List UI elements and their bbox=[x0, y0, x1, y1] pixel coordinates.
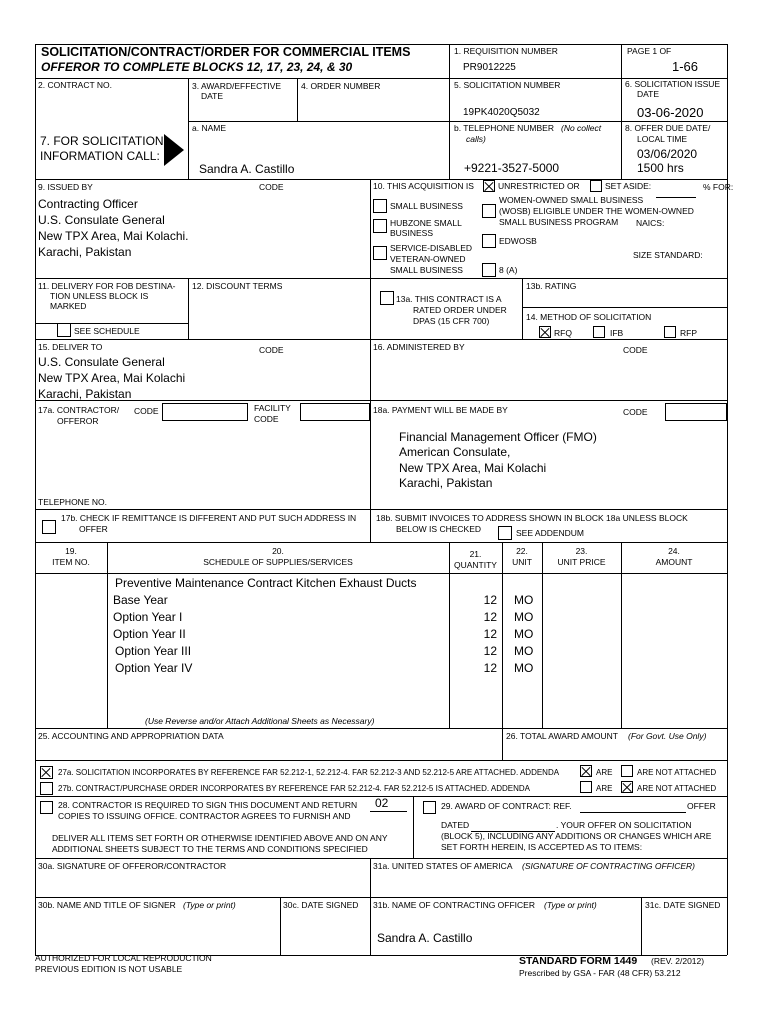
payment-label: 18a. PAYMENT WILL BE MADE BY bbox=[373, 405, 508, 415]
unrestricted-checkbox[interactable] bbox=[483, 180, 495, 192]
discount-terms-label: 12. DISCOUNT TERMS bbox=[192, 281, 283, 291]
page-value[interactable]: 1-66 bbox=[672, 59, 699, 74]
col-unit-price: UNIT PRICE bbox=[557, 557, 606, 567]
contracting-officer-value[interactable]: Sandra A. Castillo bbox=[377, 931, 473, 945]
naics-label: NAICS: bbox=[636, 218, 665, 228]
27a-checkbox[interactable] bbox=[40, 766, 53, 779]
payment-line[interactable]: Financial Management Officer (FMO) bbox=[399, 430, 597, 444]
block-13a-label: 13a. THIS CONTRACT IS A bbox=[396, 294, 502, 304]
block-11-label: 11. DELIVERY FOR FOB DESTINA- bbox=[38, 281, 176, 291]
facility-code-field[interactable] bbox=[300, 403, 370, 421]
rated-order-checkbox[interactable] bbox=[380, 291, 394, 305]
hubzone-checkbox[interactable] bbox=[373, 219, 387, 233]
info-call-label: 7. FOR SOLICITATION bbox=[40, 134, 164, 148]
schedule-heading: Preventive Maintenance Contract Kitchen Exhaust Ducts bbox=[115, 576, 417, 590]
col-unit: UNIT bbox=[512, 557, 532, 567]
contracting-officer-label: 31b. NAME OF CONTRACTING OFFICER bbox=[373, 900, 535, 910]
size-standard-label: SIZE STANDARD: bbox=[633, 250, 703, 260]
contract-no-label: 2. CONTRACT NO. bbox=[38, 80, 112, 90]
border-left bbox=[35, 44, 36, 955]
block-27a-label: 27a. SOLICITATION INCORPORATES BY REFERENCE FAR 52.212-1, 52.212-4. FAR 52.212-3 AND 52.212-5 ARE ATTACHED. ADDENDA bbox=[58, 768, 560, 777]
deliver-to-label: 15. DELIVER TO bbox=[38, 342, 103, 352]
block-17b-label: 17b. CHECK IF REMITTANCE IS DIFFERENT AND PUT SUCH ADDRESS IN bbox=[61, 513, 357, 523]
arrow-right-icon bbox=[164, 134, 184, 166]
offer-due-label: 8. OFFER DUE DATE/ bbox=[625, 123, 711, 133]
rfq-checkbox[interactable] bbox=[539, 326, 551, 338]
issued-by-line[interactable]: Contracting Officer bbox=[38, 197, 138, 211]
27b-not-attached-checkbox[interactable] bbox=[621, 781, 633, 793]
small-business-checkbox[interactable] bbox=[373, 199, 387, 213]
ifb-checkbox[interactable] bbox=[593, 326, 605, 338]
contractor-label: 17a. CONTRACTOR/ bbox=[38, 405, 120, 415]
set-aside-checkbox[interactable] bbox=[590, 180, 602, 192]
col-schedule: SCHEDULE OF SUPPLIES/SERVICES bbox=[203, 557, 353, 567]
contact-name-value[interactable]: Sandra A. Castillo bbox=[199, 162, 295, 176]
date-signed-31c-label: 31c. DATE SIGNED bbox=[645, 900, 721, 910]
27b-are-checkbox[interactable] bbox=[580, 781, 592, 793]
signature-offeror-label: 30a. SIGNATURE OF OFFEROR/CONTRACTOR bbox=[38, 861, 227, 871]
form-title: SOLICITATION/CONTRACT/ORDER FOR COMMERCIAL ITEMS bbox=[41, 45, 411, 59]
28-checkbox[interactable] bbox=[40, 801, 53, 814]
form-revision: (REV. 2/2012) bbox=[651, 956, 705, 966]
schedule-note: (Use Reverse and/or Attach Additional Sheets as Necessary) bbox=[145, 716, 375, 726]
rfp-checkbox[interactable] bbox=[664, 326, 676, 338]
edwosb-checkbox[interactable] bbox=[482, 234, 496, 248]
contractor-code-field[interactable] bbox=[162, 403, 248, 421]
sdvosb-checkbox[interactable] bbox=[373, 246, 387, 260]
page-label: PAGE 1 OF bbox=[627, 46, 672, 56]
col-amount: AMOUNT bbox=[655, 557, 693, 567]
date-signed-30c-label: 30c. DATE SIGNED bbox=[283, 900, 359, 910]
27b-checkbox[interactable] bbox=[40, 782, 53, 795]
prescribed-by: Prescribed by GSA - FAR (48 CFR) 53.212 bbox=[519, 968, 681, 978]
solicitation-number-label: 5. SOLICITATION NUMBER bbox=[454, 80, 561, 90]
footer-reproduction: AUTHORIZED FOR LOCAL REPRODUCTION bbox=[35, 953, 212, 963]
telephone-label: b. TELEPHONE NUMBER bbox=[454, 123, 554, 133]
signature-us-label: 31a. UNITED STATES OF AMERICA bbox=[373, 861, 513, 871]
27a-not-attached-checkbox[interactable] bbox=[621, 765, 633, 777]
total-award-label: 26. TOTAL AWARD AMOUNT bbox=[506, 731, 618, 741]
form-subtitle: OFFEROR TO COMPLETE BLOCKS 12, 17, 23, 24, & 30 bbox=[41, 60, 353, 74]
col-quantity: QUANTITY bbox=[454, 560, 497, 570]
offer-due-date[interactable]: 03/06/2020 bbox=[637, 147, 698, 161]
telephone-no-label: TELEPHONE NO. bbox=[38, 497, 107, 507]
issue-date-value[interactable]: 03-06-2020 bbox=[637, 105, 704, 120]
requisition-label: 1. REQUISITION NUMBER bbox=[454, 46, 558, 56]
payment-code-field[interactable] bbox=[665, 403, 727, 421]
signer-name-label: 30b. NAME AND TITLE OF SIGNER bbox=[38, 900, 176, 910]
wosb-checkbox[interactable] bbox=[482, 204, 496, 218]
offer-due-time[interactable]: 1500 hrs bbox=[637, 161, 684, 175]
issue-date-label: 6. SOLICITATION ISSUE bbox=[625, 79, 721, 89]
border-right bbox=[727, 44, 728, 955]
acquisition-label: 10. THIS ACQUISITION IS bbox=[373, 181, 474, 191]
requisition-value[interactable]: PR9012225 bbox=[463, 62, 516, 73]
rating-label: 13b. RATING bbox=[526, 281, 577, 291]
block-27b-label: 27b. CONTRACT/PURCHASE ORDER INCORPORATES BY REFERENCE FAR 52.212-4. FAR 52.212-5 IS ATTACHED. ADDENDA bbox=[58, 784, 530, 793]
block-28-label: 28. CONTRACTOR IS REQUIRED TO SIGN THIS DOCUMENT AND RETURN bbox=[58, 800, 358, 810]
administered-by-label: 16. ADMINISTERED BY bbox=[373, 342, 465, 352]
29-checkbox[interactable] bbox=[423, 801, 436, 814]
accounting-label: 25. ACCOUNTING AND APPROPRIATION DATA bbox=[38, 731, 224, 741]
deliver-to-line[interactable]: U.S. Consulate General bbox=[38, 355, 165, 369]
see-schedule-checkbox[interactable] bbox=[57, 323, 71, 337]
remittance-checkbox[interactable] bbox=[42, 520, 56, 534]
27a-are-checkbox[interactable] bbox=[580, 765, 592, 777]
block-18b-label: 18b. SUBMIT INVOICES TO ADDRESS SHOWN IN BLOCK 18a UNLESS BLOCK bbox=[376, 513, 688, 523]
eight-a-checkbox[interactable] bbox=[482, 263, 496, 277]
footer-previous-edition: PREVIOUS EDITION IS NOT USABLE bbox=[35, 964, 183, 974]
col-item-no: ITEM NO. bbox=[52, 557, 90, 567]
method-label: 14. METHOD OF SOLICITATION bbox=[526, 312, 652, 322]
contact-name-label: a. NAME bbox=[192, 123, 227, 133]
form-number: STANDARD FORM 1449 bbox=[519, 955, 638, 967]
award-date-label: 3. AWARD/EFFECTIVE bbox=[192, 81, 282, 91]
block-29-label: 29. AWARD OF CONTRACT: REF. bbox=[441, 801, 572, 811]
order-number-label: 4. ORDER NUMBER bbox=[301, 81, 381, 91]
telephone-value[interactable]: +9221-3527-5000 bbox=[464, 161, 560, 175]
copies-value[interactable]: 02 bbox=[375, 796, 389, 810]
solicitation-number-value[interactable]: 19PK4020Q5032 bbox=[463, 107, 540, 118]
see-addendum-checkbox[interactable] bbox=[498, 526, 512, 540]
issued-by-label: 9. ISSUED BY bbox=[38, 182, 93, 192]
